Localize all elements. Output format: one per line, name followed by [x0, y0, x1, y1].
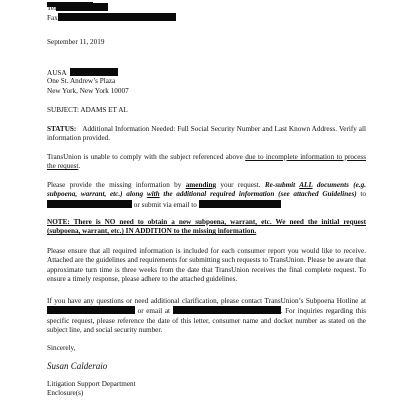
redaction-bar — [173, 306, 281, 314]
status-label: STATUS: — [47, 125, 77, 133]
note-paragraph: NOTE: There is NO need to obtain a new subpoena, warrant, etc. We need the initial request (subpoena, warrant, etc.) IN ADDITION to the missing information. — [47, 218, 366, 236]
recipient-line1: AUSA — [47, 68, 118, 78]
redaction-bar — [199, 200, 281, 208]
recipient-city: New York, New York 10007 — [47, 87, 129, 95]
redaction-bar — [47, 306, 135, 314]
tel-label: Tel — [47, 4, 57, 12]
recipient-street: One St. Andrew’s Plaza — [47, 77, 116, 85]
status-paragraph — [47, 125, 366, 144]
signature: Susan Calderaio — [47, 361, 108, 371]
paragraph-contact: If you have any questions or need additional clarification, please contact TransUnion’s Subpoena Hotline at or email at . For inquiries regarding this specific request, please reference the date of this letter, consumer name and docket number as stated on the subject line, and social security number. — [47, 297, 366, 334]
paragraph-amend: Please provide the missing information by amending your request. Re-submit ALL documents (e.g. subpoena, warrant, etc.) along with the additional required information (see attached Guidelines) to or submit via email to — [47, 181, 366, 209]
redaction-bar — [56, 3, 108, 11]
subject-line: SUBJECT: ADAMS ET AL — [47, 106, 128, 114]
paragraph-guidelines: Please ensure that all required information is included for each consumer report you would like to receive. Attached are the guidelines and requirements for submitting such requests to TransUnion. Please be aware that approximate turn time is three weeks from the date that TransUnion receives the final complete request. To ensure a timely response, please adhere to the attached guidelines. — [47, 247, 366, 283]
letterhead-fax — [47, 13, 176, 23]
redaction-bar — [70, 68, 118, 76]
closing: Sincerely, — [47, 344, 76, 352]
letter-date: September 11, 2019 — [47, 38, 105, 46]
enclosures: Enclosure(s) — [47, 389, 84, 397]
paragraph-incomplete: TransUnion is unable to comply with the subject referenced above due to incomplete information to process the request. — [47, 153, 366, 171]
redaction-bar — [47, 200, 132, 208]
redaction-bar — [58, 13, 176, 21]
status-text: Additional Information Needed: Full Social Security Number and Last Known Address. Verify all information provided. — [47, 125, 366, 143]
fax-label: Fax — [47, 14, 58, 22]
department: Litigation Support Department — [47, 380, 136, 388]
letterhead-tel — [47, 3, 108, 13]
